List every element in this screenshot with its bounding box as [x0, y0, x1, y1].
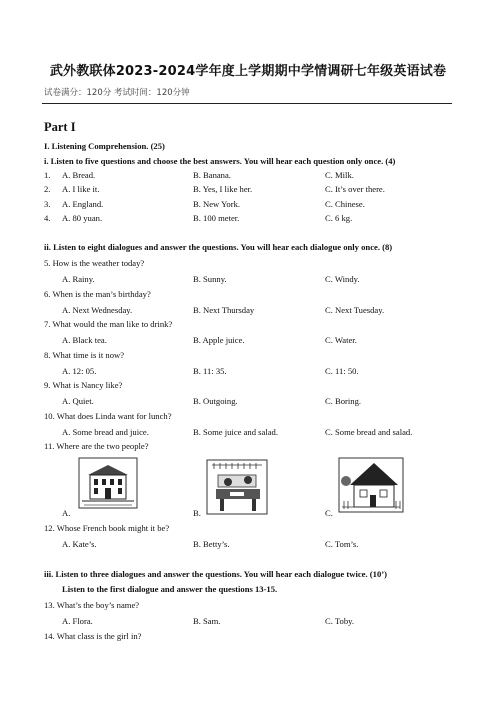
option-a: A. Black tea. — [62, 335, 107, 345]
subsection-i-heading: i. Listen to five questions and choose the best answers. You will hear each question only once. (4) — [44, 156, 396, 166]
option-a: A. — [62, 508, 71, 518]
option-a: A. Next Wednesday. — [62, 305, 133, 315]
option-c: C. Milk. — [325, 170, 354, 180]
house-picture — [338, 457, 404, 513]
option-b: B. Banana. — [193, 170, 231, 180]
question-number: 1. — [44, 170, 51, 180]
question-text: 10. What does Linda want for lunch? — [44, 411, 172, 421]
option-b: B. Sam. — [193, 616, 221, 626]
option-a: A. I like it. — [62, 184, 100, 194]
option-b: B. Yes, I like her. — [193, 184, 253, 194]
option-b: B. 11: 35. — [193, 366, 227, 376]
option-c: C. Some bread and salad. — [325, 427, 413, 437]
option-b: B. Sunny. — [193, 274, 227, 284]
option-a: A. 12: 05. — [62, 366, 97, 376]
option-b: B. Apple juice. — [193, 335, 245, 345]
building-picture — [78, 457, 138, 509]
part-heading: Part I — [44, 120, 76, 134]
option-a: A. Some bread and juice. — [62, 427, 149, 437]
subsection-iii-note: Listen to the first dialogue and answer the questions 13-15. — [62, 584, 278, 594]
question-text: 13. What’s the boy’s name? — [44, 600, 140, 610]
question-text: 5. How is the weather today? — [44, 258, 145, 268]
reading-room-picture — [206, 459, 268, 515]
question-text: 9. What is Nancy like? — [44, 380, 123, 390]
option-a: A. 80 yuan. — [62, 213, 103, 223]
question-number: 3. — [44, 199, 51, 209]
option-c: C. Water. — [325, 335, 357, 345]
option-b: B. Next Thursday — [193, 305, 255, 315]
option-b: B. — [193, 508, 201, 518]
subsection-iii-heading: iii. Listen to three dialogues and answer the questions. You will hear each dialogue twice. (10’) — [44, 569, 387, 579]
option-c: C. Toby. — [325, 616, 355, 626]
exam-title: 武外教联体2023-2024学年度上学期期中学情调研七年级英语试卷 — [49, 64, 447, 79]
option-a: A. Kate’s. — [62, 539, 97, 549]
option-c: C. — [325, 508, 333, 518]
option-c: C. Windy. — [325, 274, 360, 284]
option-a: A. England. — [62, 199, 104, 209]
option-a: A. Rainy. — [62, 274, 95, 284]
option-b: B. New York. — [193, 199, 241, 209]
question-text: 12. Whose French book might it be? — [44, 523, 170, 533]
option-c: C. Chinese. — [325, 199, 365, 209]
option-c: C. Tom’s. — [325, 539, 359, 549]
question-number: 4. — [44, 213, 51, 223]
option-b: B. Outgoing. — [193, 396, 238, 406]
option-a: A. Flora. — [62, 616, 93, 626]
option-b: B. Betty’s. — [193, 539, 230, 549]
question-number: 2. — [44, 184, 51, 194]
option-c: C. It’s over there. — [325, 184, 385, 194]
option-b: B. Some juice and salad. — [193, 427, 278, 437]
option-c: C. 6 kg. — [325, 213, 353, 223]
question-text: 8. What time is it now? — [44, 350, 125, 360]
question-text: 6. When is the man’s birthday? — [44, 289, 151, 299]
option-c: C. 11: 50. — [325, 366, 359, 376]
question-text: 7. What would the man like to drink? — [44, 319, 173, 329]
header-divider — [42, 103, 452, 104]
section-heading: I. Listening Comprehension. (25) — [44, 141, 165, 151]
option-c: C. Boring. — [325, 396, 362, 406]
option-b: B. 100 meter. — [193, 213, 240, 223]
option-c: C. Next Tuesday. — [325, 305, 385, 315]
question-text: 14. What class is the girl in? — [44, 631, 142, 641]
option-a: A. Bread. — [62, 170, 96, 180]
question-text: 11. Where are the two people? — [44, 441, 149, 451]
subsection-ii-heading: ii. Listen to eight dialogues and answer the questions. You will hear each dialogue only once. (8) — [44, 242, 393, 252]
option-a: A. Quiet. — [62, 396, 94, 406]
exam-info: 试卷满分：120分 考试时间：120分钟 — [44, 88, 190, 98]
